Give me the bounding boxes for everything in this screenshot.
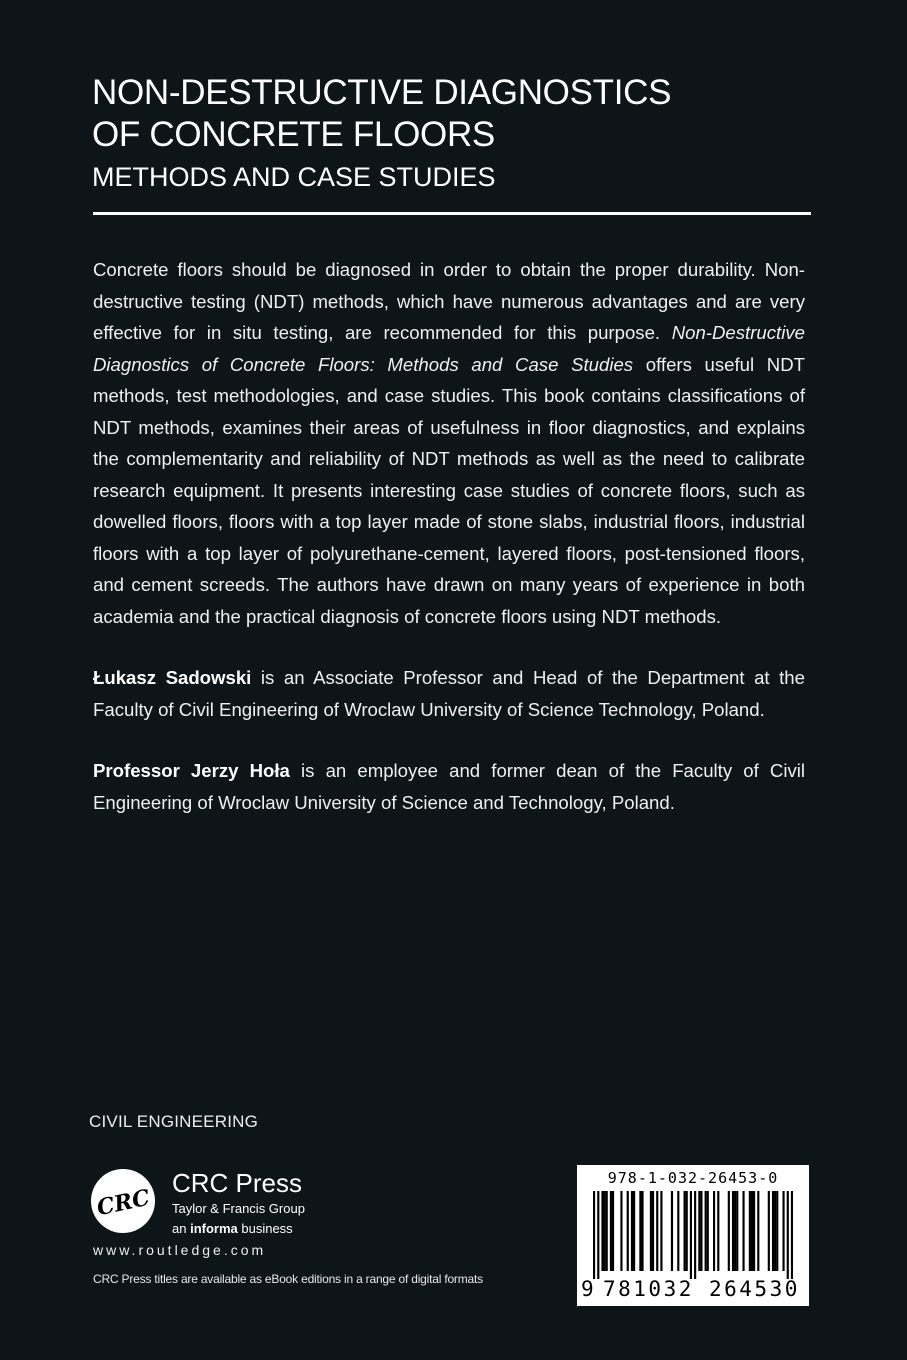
barcode-bar xyxy=(686,1191,688,1271)
publisher-url[interactable]: www.routledge.com xyxy=(93,1242,267,1258)
crc-logo-text: CRC xyxy=(94,1184,153,1222)
barcode-bar xyxy=(641,1191,643,1271)
barcode-bar xyxy=(612,1191,614,1271)
isbn-barcode xyxy=(577,1165,809,1306)
subject-category: CIVIL ENGINEERING xyxy=(89,1112,259,1131)
isbn-number: 978-1-032-26453-0 xyxy=(607,1169,779,1187)
barcode-bar xyxy=(604,1191,606,1271)
barcode-bar xyxy=(736,1191,738,1271)
barcode-bar xyxy=(639,1191,641,1271)
barcode-bar xyxy=(597,1191,599,1279)
barcode-bar xyxy=(713,1191,715,1271)
barcode-bar xyxy=(620,1191,622,1271)
barcode-bar xyxy=(776,1191,778,1271)
barcode-bar xyxy=(782,1191,784,1271)
author-bio-text-1: is an Associate Professor and Head of the Department at the Faculty of Civil Engineering of Wroclaw University of Science Technology, Poland. xyxy=(93,667,805,720)
barcode-bar xyxy=(698,1191,700,1271)
barcode-bar xyxy=(601,1191,603,1271)
barcode-bar xyxy=(728,1191,730,1271)
book-title-line-1: NON-DESTRUCTIVE DIAGNOSTICS xyxy=(92,73,672,112)
tagline-prefix: an xyxy=(172,1221,191,1236)
crc-logo-icon xyxy=(90,1168,156,1234)
barcode-bar xyxy=(753,1191,755,1271)
barcode-bar xyxy=(751,1191,753,1271)
barcode-bar xyxy=(791,1191,793,1279)
description-text-2: offers useful NDT methods, test methodologies, and case studies. This book contains classifications of NDT methods, examines their areas of usefulness in floor diagnostics, and explains the complementarity and reliability of NDT methods as well as the need to calibrate research equipment. It presents interesting case studies of concrete floors, such as dowelled floors, floors with a top layer made of stone slabs, industrial floors, industrial floors with a top layer of polyurethane-cement, layered floors, post-tensioned floors, and cement screeds. The authors have drawn on many years of experience in both academia and the practical diagnosis of concrete floors using NDT methods. xyxy=(93,353,805,627)
barcode-bar xyxy=(768,1191,770,1271)
barcode-bar xyxy=(677,1191,679,1271)
barcode-bar xyxy=(631,1191,633,1271)
barcode-bar xyxy=(606,1191,608,1271)
barcode-bar xyxy=(742,1191,744,1271)
barcode-bar xyxy=(707,1191,709,1271)
description-text-1: Concrete floors should be diagnosed in order to obtain the proper durability. Non-destructive testing (NDT) methods, which have numerous advantages and are very effective for in situ testing, are recommended for this purpose. xyxy=(93,259,805,343)
tagline-suffix: business xyxy=(237,1221,293,1236)
tagline-informa: informa xyxy=(190,1221,238,1236)
title-divider xyxy=(93,212,811,215)
barcode-bar xyxy=(610,1191,612,1271)
barcode-bar xyxy=(717,1191,719,1271)
ean-first-digit: 9 xyxy=(581,1277,594,1301)
barcode-bar xyxy=(633,1191,635,1271)
author-bio-1 xyxy=(93,662,805,725)
ebook-note: CRC Press titles are available as eBook editions in a range of digital formats xyxy=(93,1272,483,1286)
barcode-bar xyxy=(650,1191,652,1271)
barcode-bars xyxy=(593,1191,793,1279)
author-name-2: Professor Jerzy Hoła xyxy=(93,760,290,781)
publisher-tagline xyxy=(172,1221,293,1236)
barcode-bar xyxy=(734,1191,736,1271)
book-subtitle: METHODS AND CASE STUDIES xyxy=(92,162,496,192)
barcode-bar xyxy=(690,1191,692,1279)
author-bio-text-2: is an employee and former dean of the Faculty of Civil Engineering of Wroclaw University of Science and Technology, Poland. xyxy=(93,760,806,813)
barcode-bar xyxy=(627,1191,629,1271)
barcode-bar xyxy=(652,1191,654,1271)
barcode-bar xyxy=(732,1191,734,1271)
barcode-bar xyxy=(787,1191,789,1279)
title-block xyxy=(92,72,812,194)
barcode-bar xyxy=(593,1191,595,1279)
author-bio-2 xyxy=(93,755,805,818)
publisher-name: CRC Press xyxy=(172,1168,303,1198)
description-title-italic: Non-Destructive Diagnostics of Concrete Floors: Methods and Case Studies xyxy=(93,322,805,375)
description-paragraph xyxy=(93,254,805,632)
barcode-bar xyxy=(749,1191,751,1271)
author-name-1: Łukasz Sadowski xyxy=(93,667,252,688)
barcode-bar xyxy=(660,1191,662,1271)
barcode-bar xyxy=(700,1191,702,1271)
barcode-bar xyxy=(671,1191,673,1271)
book-description xyxy=(93,254,805,818)
book-title-line-2: OF CONCRETE FLOORS xyxy=(92,115,495,154)
barcode-bar xyxy=(694,1191,696,1279)
barcode-bar xyxy=(684,1191,686,1271)
barcode-bar xyxy=(772,1191,774,1271)
barcode-bar xyxy=(774,1191,776,1271)
barcode-bar xyxy=(656,1191,658,1271)
publisher-group: Taylor & Francis Group xyxy=(172,1201,305,1216)
barcode-bar xyxy=(705,1191,707,1271)
ean-digits: 781032 264530 xyxy=(603,1277,800,1301)
barcode-bar xyxy=(757,1191,759,1271)
